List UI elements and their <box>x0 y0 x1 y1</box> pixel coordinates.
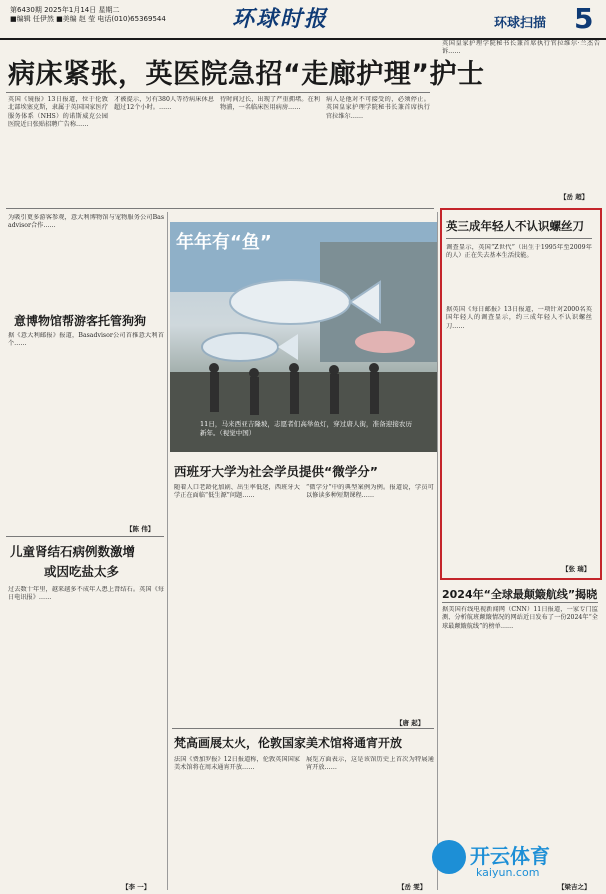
main-story-col-1: 英国《镜报》13日报道，位于伦敦北部埃塞克斯，隶属于英国国家医疗服务体系（NHS）的诺斯威克公园医院近日张贴招聘广告称…… <box>8 96 108 128</box>
museum-intro: 为吸引更多游客参观，意大利博物馆与宠物服务公司Basadvisor合作…… <box>8 214 164 230</box>
main-story-bottom-rule <box>6 208 434 209</box>
kidney-title-line-1: 儿童肾结石病例数激增 <box>10 544 136 559</box>
vangogh-title: 梵高画展太火，伦敦国家美术馆将通宵开放 <box>174 736 403 750</box>
kidney-title-line-2: 或因吃盐太多 <box>44 564 120 579</box>
issue-weekday: 星期二 <box>98 6 120 14</box>
main-story-col-2: 才被提示，另有380人等待病床休息超过12个小时。…… <box>114 96 214 112</box>
spain-col-1: 随着人口老龄化加剧、出生率低迷，西班牙大学正在面临“低生源”问题…… <box>174 484 300 500</box>
headline-rule <box>6 92 430 93</box>
masthead-meta <box>10 6 166 24</box>
turbulence-title: 2024年“全球最颠簸航线”揭晓 <box>442 588 598 601</box>
page-number: 5 <box>574 2 594 35</box>
right-top-author: 【岳 超】 <box>560 193 589 201</box>
vangogh-col-1: 法国《费加罗报》12日报道称，伦敦英国国家美术馆将在周末通宵开放…… <box>174 756 300 772</box>
kidney-body: 过去数十年里，越来越多不成年人患上肾结石。英国《每日电讯报》…… <box>8 586 164 602</box>
newspaper-logo: 环球时报 <box>232 6 329 32</box>
watermark-logo-icon <box>432 840 466 874</box>
photo-caption: 11日，马来西亚吉隆坡，志愿者们高举鱼灯，穿过唐人街，准备迎接农历新年。（视觉中国） <box>200 420 412 437</box>
left-column-divider <box>167 212 168 890</box>
editor-line: ■编辑 任伊然 ■美编 赵 莹 电话(010)65369544 <box>10 15 166 23</box>
spain-title: 西班牙大学为社会学员提供“微学分” <box>174 464 378 479</box>
right-column-divider <box>437 212 438 890</box>
screwdriver-author: 【张 瑞】 <box>562 565 591 573</box>
museum-author: 【陈 伟】 <box>126 525 155 533</box>
museum-body: 据《意大利邮报》报道，Basadvisor公司首推意大利首个…… <box>8 332 164 348</box>
watermark-brand: 开云体育 <box>470 844 550 868</box>
photo-title: 年年有“鱼” <box>176 232 272 253</box>
main-story-col-4: 病人是他对不可接受的，必须停止。英国皇家护理学院秘书长兼首席执行官拉维尔…… <box>326 96 430 120</box>
main-story-col-3: 待时间过长，出现了严重拥堵。在利物浦，一名临床医用病房…… <box>220 96 320 112</box>
spain-col-2: “微学分”中的典型案例为例。报道说，学员可以修读多种短期课程…… <box>306 484 434 500</box>
spain-author: 【唐 起】 <box>396 719 425 727</box>
main-headline: 病床紧张，英医院急招“走廊护理”护士 <box>8 59 485 90</box>
vangogh-col-2: 展览方面表示，这是该馆历史上首次为特展通宵开放…… <box>306 756 434 772</box>
watermark-url: kaiyun.com <box>476 866 540 879</box>
screwdriver-body: 据英国《每日邮报》13日报道，一项针对2000名英国年轻人的调查显示，约三成年轻人不认识螺丝刀…… <box>446 306 592 330</box>
right-top-col: 英国皇家护理学院秘书长兼首席执行官拉维尔·兰杰告诉…… <box>442 40 600 56</box>
vangogh-author: 【岳 雯】 <box>398 883 427 891</box>
turbulence-body: 据美国有线电视新闻网（CNN）11日报道，一家专门监测、分析航班颠簸情况的网站近日发布了一份2024年“全球最颠簸航线”的榜单…… <box>442 606 598 630</box>
lantern-illustration <box>170 222 437 452</box>
turbulence-title-rule <box>442 602 598 603</box>
kidney-author: 【李 一】 <box>122 883 151 891</box>
lantern-photo <box>170 222 437 452</box>
museum-title: 意博物馆帮游客托管狗狗 <box>14 314 147 328</box>
screwdriver-title-rule <box>446 238 592 239</box>
issue-number: 第6430期 <box>10 6 42 14</box>
screwdriver-lead: 调查显示，英国“Z世代”（出生于1995年至2009年的人）正在失去基本生活技能。 <box>446 244 592 260</box>
center-rule <box>172 728 434 729</box>
issue-date: 2025年1月14日 <box>44 6 97 14</box>
turbulence-author: 【梁吉之】 <box>558 883 591 891</box>
left-rule-1 <box>6 536 164 537</box>
section-title: 环球扫描 <box>494 16 547 31</box>
screwdriver-title: 英三成年轻人不认识螺丝刀 <box>446 219 584 233</box>
